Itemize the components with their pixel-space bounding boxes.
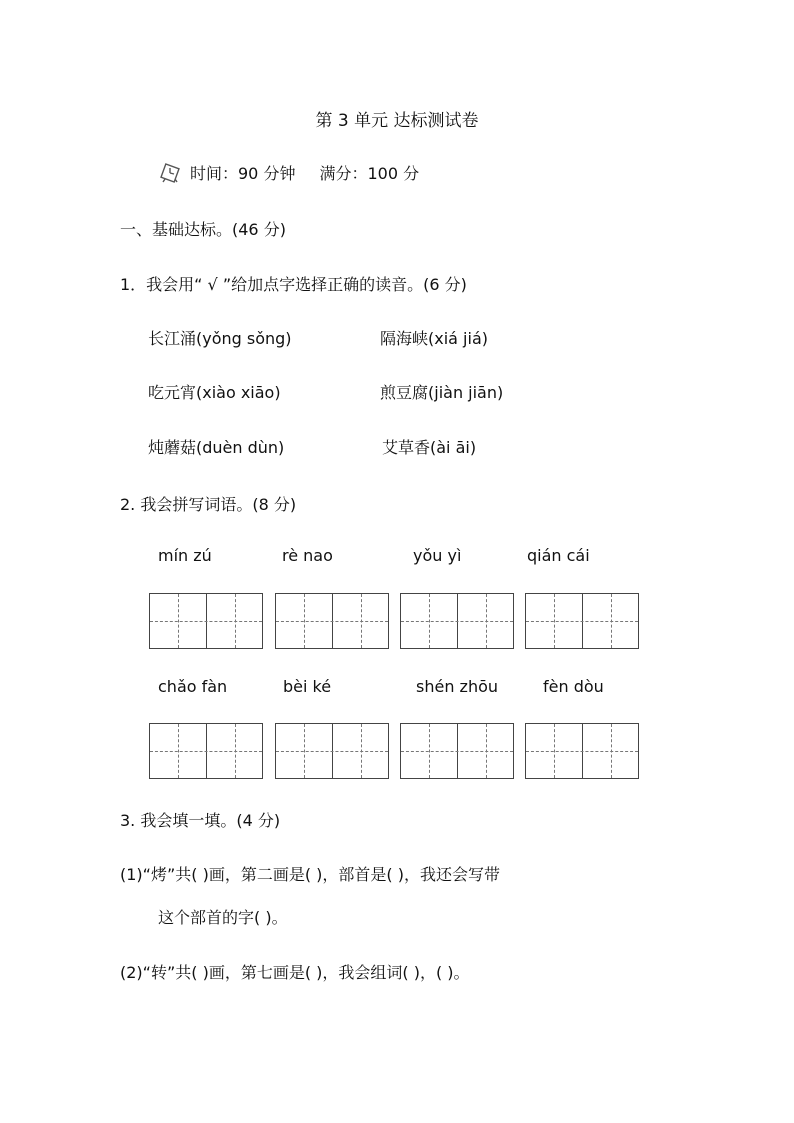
question-1-prompt: 1．我会用“ √ ”给加点字选择正确的读音。(6 分) [120,275,467,294]
writing-grid[interactable] [149,723,263,779]
writing-grid[interactable] [149,593,263,649]
pinyin-label: rè nao [282,546,333,565]
exam-full-score: 满分：100 分 [319,164,420,183]
pinyin-label: chǎo fàn [158,677,228,696]
q1-item[interactable]: 炖蘑菇(duèn dùn) [148,438,285,457]
q1-item[interactable]: 隔海峡(xiá jiá) [380,329,488,348]
clock-icon [160,163,180,183]
writing-grid[interactable] [525,723,639,779]
pinyin-label: mín zú [158,546,212,565]
writing-grid[interactable] [275,593,389,649]
question-3-prompt: 3. 我会填一填。(4 分) [120,811,281,830]
q1-item[interactable]: 艾草香(ài āi) [382,438,477,457]
pinyin-label: bèi ké [283,677,332,696]
q1-item[interactable]: 长江涌(yǒng sǒng) [148,329,292,348]
pinyin-label: qián cái [527,546,590,565]
page-title: 第 3 单元 达标测试卷 [315,111,479,131]
question-2-prompt: 2. 我会拼写词语。(8 分) [120,495,297,514]
exam-meta [160,161,419,184]
writing-grid[interactable] [400,723,514,779]
writing-grid[interactable] [400,593,514,649]
writing-grid[interactable] [275,723,389,779]
exam-time: 时间：90 分钟 [190,164,296,183]
q3-line-1[interactable]: (1)“烤”共( )画，第二画是( )，部首是( )，我还会写带 [120,865,500,884]
pinyin-label: shén zhōu [416,677,499,696]
pinyin-label: yǒu yì [413,546,462,565]
pinyin-label: fèn dòu [543,677,604,696]
writing-grid[interactable] [525,593,639,649]
section-heading: 一、基础达标。(46 分) [120,220,286,239]
q3-line-1-cont[interactable]: 这个部首的字( )。 [158,908,288,927]
q3-line-2[interactable]: (2)“转”共( )画，第七画是( )，我会组词( )，( )。 [120,963,470,982]
q1-item[interactable]: 吃元宵(xiào xiāo) [148,383,281,402]
q1-item[interactable]: 煎豆腐(jiàn jiān) [380,383,504,402]
